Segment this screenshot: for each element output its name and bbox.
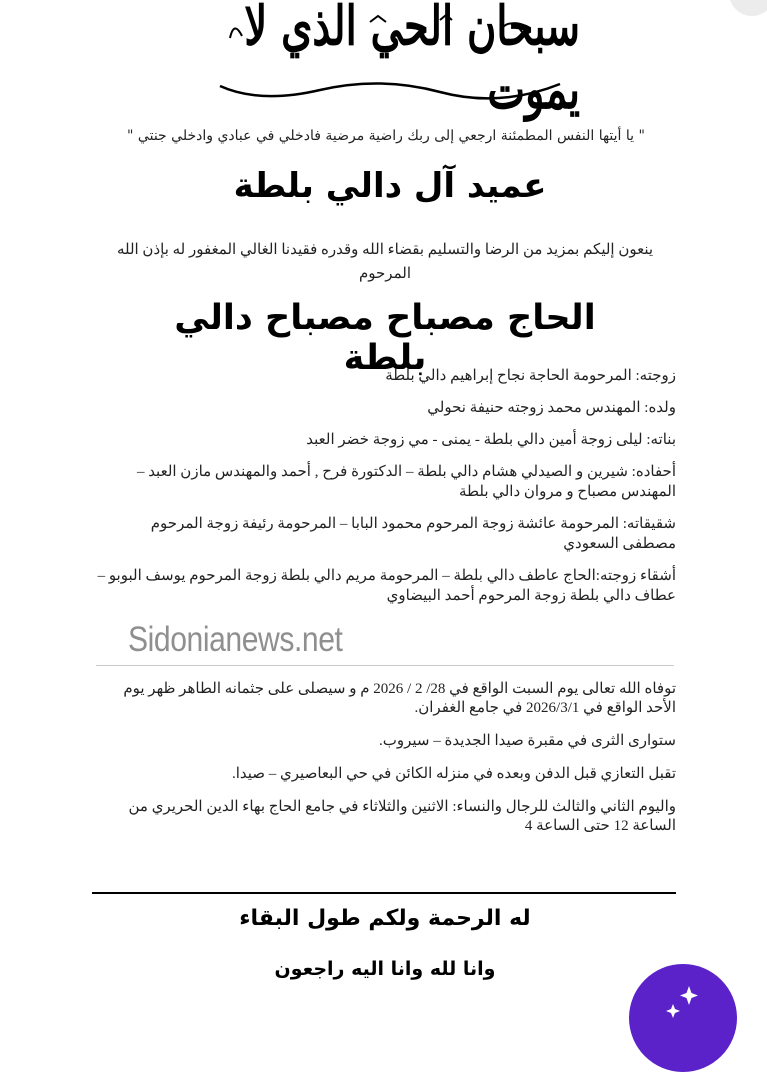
corner-overlay-button[interactable]: [729, 0, 767, 16]
closing-divider: [92, 892, 676, 894]
floating-action-button[interactable]: [629, 964, 737, 1072]
family-row-sisters: شقيقاته: المرحومة عائشة زوجة المرحوم محمود البابا – المرحومة رئيفة زوجة المرحوم مصطفى السعودي: [150, 516, 676, 552]
family-list: [96, 366, 676, 618]
detail-condolence-days: واليوم الثاني والثالث للرجال والنساء: الاثنين والثلاثاء في جامع الحاج بهاء الدين الحريري من الساعة 12 حتى الساعة 4: [128, 799, 676, 834]
quran-verse: " يا أيتها النفس المطمئنة ارجعي إلى ربك راضية مرضية فادخلي في عبادي وادخلي جنتي ": [127, 128, 645, 144]
section-divider: [96, 665, 674, 666]
closing-verse: وانا لله وانا اليه راجعون: [274, 958, 496, 980]
detail-burial: ستوارى الثرى في مقبرة صيدا الجديدة – سيروب.: [379, 733, 676, 749]
announcement-text: ينعون إليكم بمزيد من الرضا والتسليم بقضاء الله وقدره فقيدنا الغالي المغفور له بإذن الله المرحوم: [116, 242, 654, 282]
closing-prayer: له الرحمة ولكم طول البقاء: [239, 906, 531, 931]
calligraphy-header: [200, 0, 580, 122]
family-row-daughters: بناته: ليلى زوجة أمين دالي بلطة - يمنى - مي زوجة خضر العبد: [306, 432, 676, 448]
family-row-grandchildren: أحفاده: شيرين و الصيدلي هشام دالي بلطة – الدكتورة فرح , أحمد والمهندس مازن العبد – المهندس مصباح و مروان دالي بلطة: [136, 464, 676, 500]
family-row-wife-siblings: أشقاء زوجته:الحاج عاطف دالي بلطة – المرحومة مريم دالي بلطة زوجة المرحوم يوسف البوبو – عطاف دالي بلطة زوجة المرحوم أحمد البيضاوي: [97, 568, 676, 604]
calligraphy-text: سبحان الحي الذي لا يموت: [244, 0, 580, 122]
site-watermark: Sidonianews.net: [128, 620, 343, 659]
detail-death-prayer: توفاه الله تعالى يوم السبت الواقع في 28/ 2 / 2026 م و سيصلى على جثمانه الطاهر ظهر يوم الأحد الواقع في 2026/3/1 في جامع الغفران.: [123, 681, 676, 716]
family-title: عميد آل دالي بلطة: [233, 166, 547, 206]
funeral-details: [96, 680, 676, 850]
family-row-son: ولده: المهندس محمد زوجته حنيفة نحولي: [427, 400, 676, 416]
family-row-wife: زوجته: المرحومة الحاجة نجاح إبراهيم دالي بلطة: [385, 368, 676, 384]
deceased-name: الحاج مصباح مصباح دالي بلطة: [174, 298, 596, 378]
detail-condolences: تقبل التعازي قبل الدفن وبعده في منزله الكائن في حي البعاصيري – صيدا.: [231, 766, 676, 782]
sparkle-icon: [665, 982, 705, 1022]
